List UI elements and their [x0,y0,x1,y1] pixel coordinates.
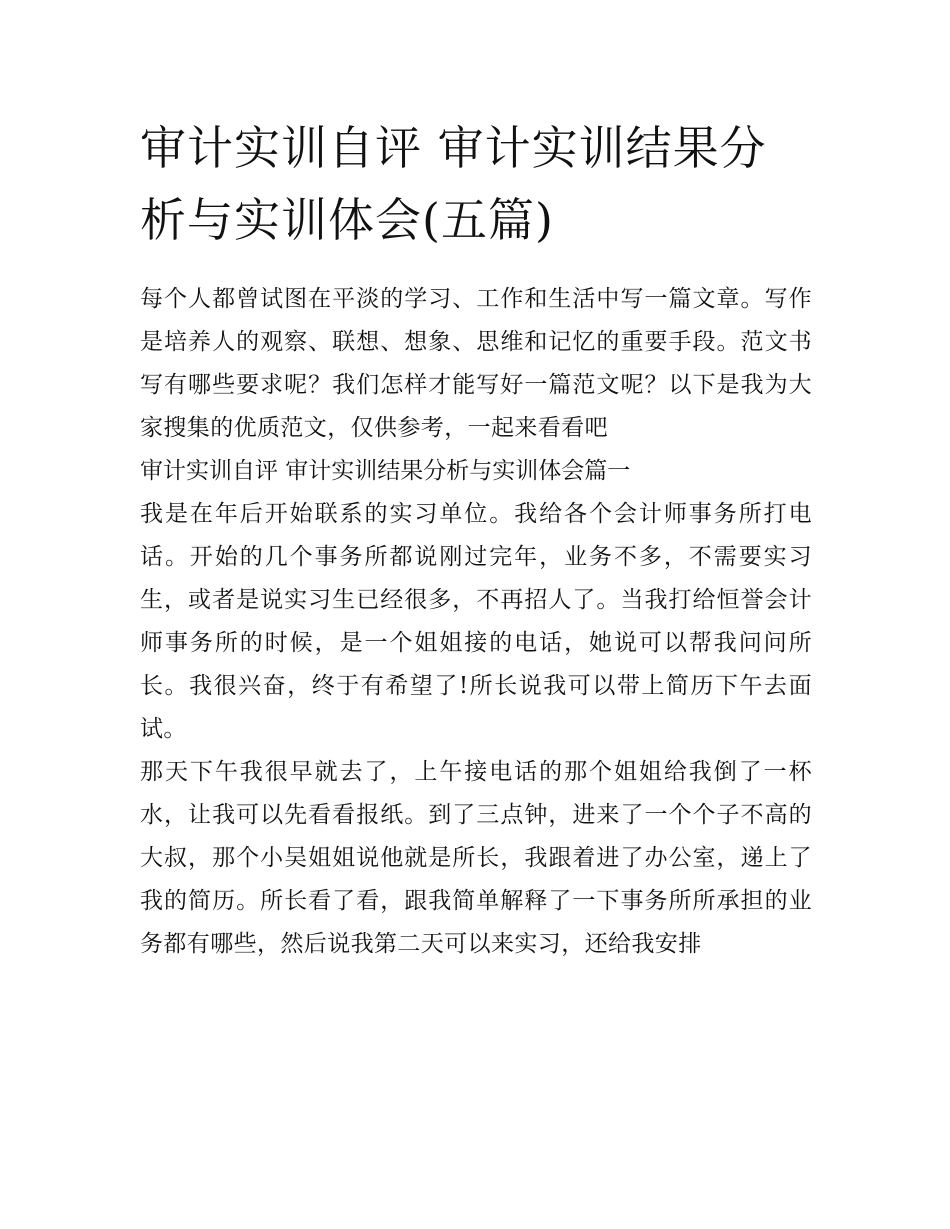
intro-paragraph: 每个人都曾试图在平淡的学习、工作和生活中写一篇文章。写作是培养人的观察、联想、想象、思维和记忆的重要手段。范文书写有哪些要求呢？我们怎样才能写好一篇范文呢？以下是我为大家搜集的优质范文，仅供参考，一起来看看吧 [140,286,812,441]
document-body [140,278,812,966]
body-paragraph-2: 那天下午我很早就去了，上午接电话的那个姐姐给我倒了一杯水，让我可以先看看报纸。到了三点钟，进来了一个个子不高的大叔，那个小吴姐姐说他就是所长，我跟着进了办公室，递上了我的简历。所长看了看，跟我简单解释了一下事务所所承担的业务都有哪些，然后说我第二天可以来实习，还给我安排 [140,759,812,957]
document-page [140,112,812,966]
document-title: 审计实训自评 审计实训结果分析与实训体会(五篇) [140,121,767,247]
body-paragraph-1: 我是在年后开始联系的实习单位。我给各个会计师事务所打电话。开始的几个事务所都说刚过完年，业务不多，不需要实习生，或者是说实习生已经很多，不再招人了。当我打给恒誉会计师事务所的时候，是一个姐姐接的电话，她说可以帮我问问所长。我很兴奋，终于有希望了!所长说我可以带上简历下午去面试。 [140,501,812,742]
section-heading: 审计实训自评 审计实训结果分析与实训体会篇一 [140,458,631,484]
